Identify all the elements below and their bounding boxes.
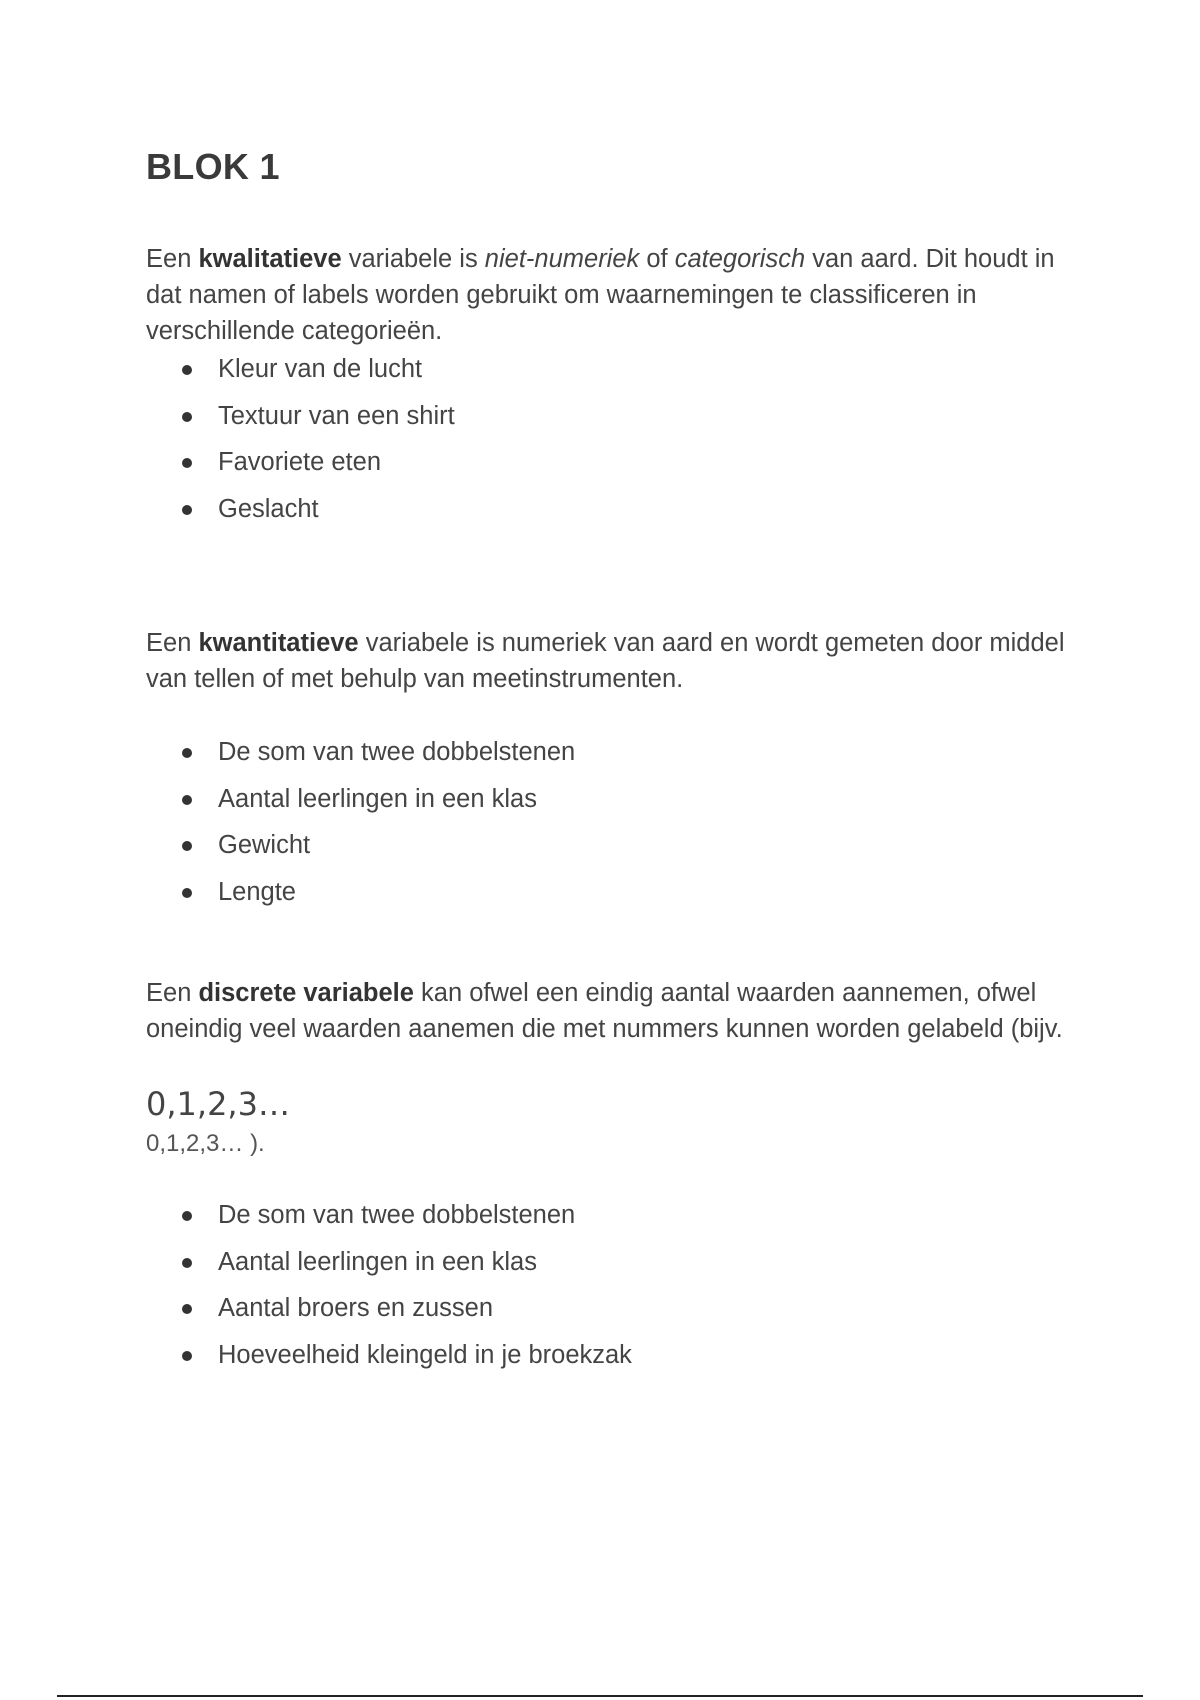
list-item: [182, 869, 575, 916]
list-item: [182, 776, 575, 823]
discrete-term: discrete variabele: [198, 979, 414, 1007]
quantitative-paragraph: [146, 625, 1066, 697]
bullet-icon: [182, 1351, 192, 1361]
list-item-text: Favoriete eten: [218, 448, 382, 476]
discrete-formula-rendered: 0,1,2,3…: [146, 1085, 290, 1123]
quantitative-examples-list: [182, 729, 575, 915]
list-item-text: Geslacht: [218, 494, 319, 523]
qualitative-examples-list: [182, 346, 455, 532]
list-item: [182, 1192, 632, 1239]
list-item-text: Kleur van de lucht: [218, 355, 423, 383]
qualitative-term: kwalitatieve: [198, 245, 342, 273]
list-item: [182, 439, 455, 486]
bullet-icon: [182, 1211, 192, 1221]
bullet-icon: [182, 795, 192, 805]
list-item: [182, 1285, 632, 1332]
qualitative-text-4: van aard. Dit houdt in dat namen of labels worden gebruikt om waarnemingen te classificeren in verschillende categorieën.: [146, 245, 1055, 345]
list-item: [182, 729, 575, 776]
quantitative-text-1: Een: [146, 629, 199, 657]
list-item: [182, 346, 455, 393]
list-item-text: De som van twee dobbelstenen: [218, 1201, 576, 1229]
bullet-icon: [182, 748, 192, 758]
list-item: [182, 822, 575, 869]
bullet-icon: [182, 505, 192, 515]
list-item-text: Lengte: [218, 877, 296, 906]
bullet-icon: [182, 412, 192, 422]
bullet-icon: [182, 1304, 192, 1314]
bullet-icon: [182, 888, 192, 898]
quantitative-text-2: variabele is numeriek van aard en wordt gemeten door middel van tellen of met behulp van meetinstrumenten.: [146, 629, 1065, 693]
discrete-paragraph: [146, 975, 1066, 1047]
list-item-text: Aantal leerlingen in een klas: [218, 784, 537, 813]
list-item: [182, 393, 455, 440]
list-item: [182, 1239, 632, 1286]
qualitative-paragraph: [146, 241, 1066, 349]
list-item: [182, 1332, 632, 1379]
discrete-examples-list: [182, 1192, 632, 1378]
bullet-icon: [182, 841, 192, 851]
discrete-text-2: kan ofwel een eindig aantal waarden aannemen, ofwel oneindig veel waarden aanemen die met nummers kunnen worden gelabeld (bijv.: [146, 979, 1063, 1043]
bullet-icon: [182, 365, 192, 375]
qualitative-text-2: variabele is: [341, 245, 485, 273]
qualitative-text-3: of: [639, 245, 675, 273]
bullet-icon: [182, 1258, 192, 1268]
quantitative-term: kwantitatieve: [198, 629, 359, 657]
bullet-icon: [182, 458, 192, 468]
list-item-text: Aantal broers en zussen: [218, 1294, 493, 1322]
qualitative-italic-2: categorisch: [674, 245, 806, 273]
discrete-text-1: Een: [146, 979, 199, 1007]
page-title: BLOK 1: [146, 146, 280, 187]
qualitative-text-1: Een: [146, 245, 199, 273]
page-bottom-divider: [57, 1695, 1143, 1697]
list-item-text: Aantal leerlingen in een klas: [218, 1247, 537, 1276]
qualitative-italic-1: niet-numeriek: [484, 245, 640, 273]
discrete-formula-source: 0,1,2,3… ).: [146, 1130, 265, 1157]
list-item-text: Hoeveelheid kleingeld in je broekzak: [218, 1340, 632, 1369]
list-item-text: Gewicht: [218, 831, 311, 859]
list-item-text: Textuur van een shirt: [218, 401, 455, 430]
list-item-text: De som van twee dobbelstenen: [218, 738, 576, 766]
list-item: [182, 486, 455, 533]
